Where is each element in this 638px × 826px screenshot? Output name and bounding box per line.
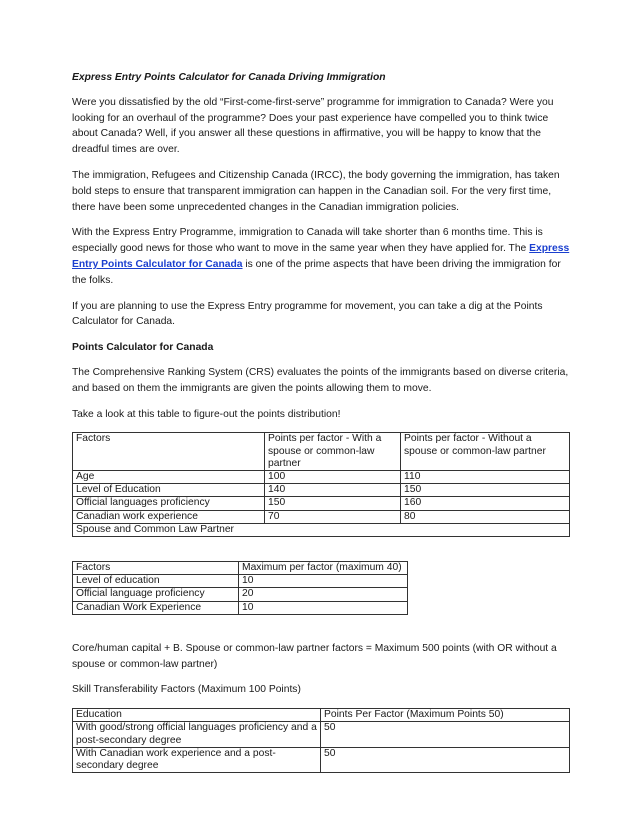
table-cell: Official languages proficiency — [73, 497, 265, 510]
table-row — [73, 588, 408, 601]
table-cell: 10 — [239, 575, 408, 588]
spouse-factors-table — [72, 561, 408, 615]
table-intro: Take a look at this table to figure-out the points distribution! — [72, 408, 341, 420]
table-row — [73, 722, 570, 747]
ircc-paragraph: The immigration, Refugees and Citizenship Canada (IRCC), the body governing the immigration, has taken bold steps to ensure that transparent immigration can happen in the Canadian soil. For the very first time, there have been some unprecedented changes in the Canadian immigration policies. — [72, 169, 560, 213]
table-cell: 70 — [265, 510, 401, 523]
table-cell: 150 — [265, 497, 401, 510]
table-cell: With good/strong official languages proficiency and a post-secondary degree — [73, 722, 321, 747]
table-cell-spanning: Spouse and Common Law Partner — [73, 523, 570, 536]
crs-paragraph: The Comprehensive Ranking System (CRS) evaluates the points of the immigrants based on diverse criteria, and based on them the immigrants are given the points allowing them to move. — [72, 366, 569, 394]
table-row — [73, 523, 570, 536]
table-cell: 160 — [401, 497, 570, 510]
express-entry-paragraph — [72, 225, 572, 288]
table-cell: 100 — [265, 470, 401, 483]
table-row — [73, 484, 570, 497]
table-cell: Canadian Work Experience — [73, 601, 239, 614]
table-cell: 150 — [401, 484, 570, 497]
calculator-link[interactable]: Express Entry Points Calculator for Canada — [72, 243, 570, 270]
section-heading: Points Calculator for Canada — [72, 342, 214, 354]
table-header-row — [73, 709, 570, 722]
table-cell: 50 — [321, 722, 570, 747]
planning-paragraph: If you are planning to use the Express Entry programme for movement, you can take a dig at the Points Calculator for Canada. — [72, 300, 543, 328]
table-header-cell: Points per factor - Without a spouse or common-law partner — [401, 433, 570, 471]
table-cell: Level of education — [73, 575, 239, 588]
table-cell: 140 — [265, 484, 401, 497]
table-row — [73, 470, 570, 483]
table-header-cell: Education — [73, 709, 321, 722]
table-header-cell: Points per factor - With a spouse or common-law partner — [265, 433, 401, 471]
table-row — [73, 510, 570, 523]
table-row — [73, 497, 570, 510]
table-header-cell: Factors — [73, 561, 239, 574]
table-header-cell: Factors — [73, 433, 265, 471]
table-cell: 50 — [321, 747, 570, 772]
table-cell: 10 — [239, 601, 408, 614]
table-header-row — [73, 433, 570, 471]
table-cell: Age — [73, 470, 265, 483]
table-cell: 110 — [401, 470, 570, 483]
table-row — [73, 601, 408, 614]
table-header-cell: Points Per Factor (Maximum Points 50) — [321, 709, 570, 722]
paragraph-text-before-link: With the Express Entry Programme, immigration to Canada will take shorter than 6 months time. This is especially good news for those who want to move in the same year when they have applied for. The — [72, 227, 543, 255]
paragraph-text-after-link: is one of the prime aspects that have been driving the immigration for the folks. — [72, 258, 561, 286]
document-title: Express Entry Points Calculator for Canada Driving Immigration — [72, 72, 386, 83]
table-row — [73, 747, 570, 772]
table-cell: 80 — [401, 510, 570, 523]
core-factors-paragraph: Core/human capital + B. Spouse or common-law partner factors = Maximum 500 points (with OR without a spouse or common-law partner) — [72, 642, 557, 670]
table-header-row — [73, 561, 408, 574]
table-cell: Level of Education — [73, 484, 265, 497]
document-body — [72, 70, 572, 773]
table-row — [73, 575, 408, 588]
table-header-cell: Maximum per factor (maximum 40) — [239, 561, 408, 574]
table-cell: 20 — [239, 588, 408, 601]
skill-transferability-table — [72, 708, 570, 773]
table-cell: Canadian work experience — [73, 510, 265, 523]
skill-transferability-heading: Skill Transferability Factors (Maximum 100 Points) — [72, 684, 301, 696]
table-cell: With Canadian work experience and a post-secondary degree — [73, 747, 321, 772]
points-distribution-table — [72, 432, 570, 537]
table-cell: Official language proficiency — [73, 588, 239, 601]
intro-paragraph: Were you dissatisfied by the old “First-come-first-serve” programme for immigration to Canada? Were you looking for an overhaul of the programme? Does your past experience have compelled you to think twice about Canada? Well, if you answer all these questions in affirmative, you will be happy to know that the dreadful times are over. — [72, 96, 554, 156]
